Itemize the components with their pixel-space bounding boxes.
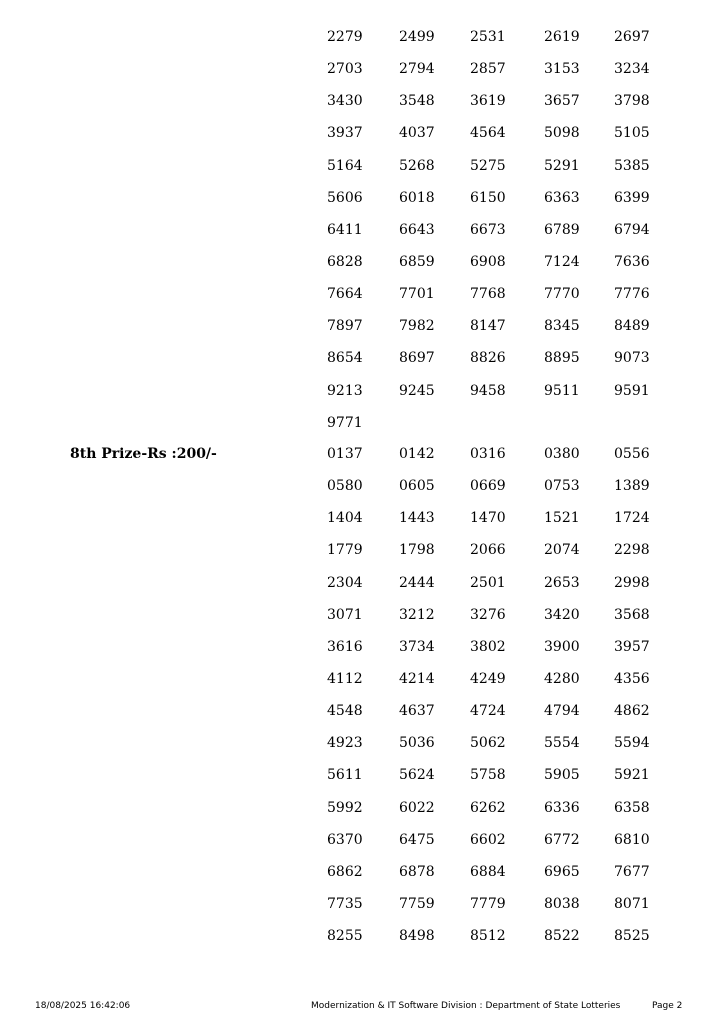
- number-row: [327, 856, 667, 888]
- lottery-number: 2703: [327, 61, 363, 78]
- lottery-number: 3430: [327, 93, 363, 110]
- continued-numbers-grid: [327, 21, 667, 439]
- lottery-number: 6262: [470, 799, 506, 816]
- lottery-number: 4280: [544, 670, 580, 687]
- lottery-number: 6673: [470, 221, 506, 238]
- lottery-number: 5606: [327, 189, 363, 206]
- lottery-number: 6862: [327, 863, 363, 880]
- lottery-number: 5758: [470, 767, 506, 784]
- number-row: [327, 53, 667, 85]
- lottery-number: 6363: [544, 189, 580, 206]
- lottery-number: 5992: [327, 799, 363, 816]
- lottery-number: 8697: [399, 350, 435, 367]
- lottery-number: 8489: [614, 318, 650, 335]
- number-row: [327, 246, 667, 278]
- lottery-number: 9245: [399, 382, 435, 399]
- lottery-number: 1521: [544, 510, 580, 527]
- lottery-number: 6908: [470, 253, 506, 270]
- footer-page-number: Page 2: [652, 1001, 683, 1011]
- number-row: [327, 920, 667, 952]
- lottery-number: 5905: [544, 767, 580, 784]
- lottery-number: 2304: [327, 574, 363, 591]
- lottery-number: 2501: [470, 574, 506, 591]
- lottery-number: 5164: [327, 157, 363, 174]
- lottery-number: 3071: [327, 606, 363, 623]
- lottery-number: 5268: [399, 157, 435, 174]
- lottery-number: 0316: [470, 446, 506, 462]
- lottery-number: 6878: [399, 863, 435, 880]
- number-row: [327, 214, 667, 246]
- lottery-number: 8345: [544, 318, 580, 335]
- number-row: [327, 117, 667, 149]
- lottery-number: 8255: [327, 928, 363, 945]
- lottery-number: 3276: [470, 606, 506, 623]
- number-row: [327, 534, 667, 566]
- number-row: [327, 438, 667, 470]
- lottery-number: 4637: [399, 703, 435, 720]
- lottery-number: 3798: [614, 93, 650, 110]
- lottery-number: 6859: [399, 253, 435, 270]
- lottery-number: 5062: [470, 735, 506, 752]
- lottery-number: 3619: [470, 93, 506, 110]
- lottery-number: 4249: [470, 670, 506, 687]
- lottery-number: 1724: [614, 510, 650, 527]
- lottery-number: 1404: [327, 510, 363, 527]
- number-row: [327, 695, 667, 727]
- lottery-number: 8512: [470, 928, 506, 945]
- lottery-number: 5385: [614, 157, 650, 174]
- number-row: [327, 342, 667, 374]
- number-row: [327, 567, 667, 599]
- lottery-number: 2697: [614, 29, 650, 45]
- lottery-number: 7759: [399, 895, 435, 912]
- lottery-number: 2653: [544, 574, 580, 591]
- lottery-number: 6399: [614, 189, 650, 206]
- lottery-number: 6336: [544, 799, 580, 816]
- lottery-number: 6411: [327, 221, 363, 238]
- lottery-number: 9771: [327, 414, 363, 431]
- lottery-number: 8038: [544, 895, 580, 912]
- lottery-number: 3616: [327, 638, 363, 655]
- lottery-number: 5554: [544, 735, 580, 752]
- lottery-number: 4112: [327, 670, 363, 687]
- lottery-number: 8522: [544, 928, 580, 945]
- lottery-number: 8498: [399, 928, 435, 945]
- lottery-number: 6772: [544, 831, 580, 848]
- lottery-number: 6370: [327, 831, 363, 848]
- lottery-number: 4548: [327, 703, 363, 720]
- lottery-number: 5291: [544, 157, 580, 174]
- lottery-number: 7124: [544, 253, 580, 270]
- eighth-prize-numbers-grid: [327, 438, 667, 952]
- lottery-number: 3657: [544, 93, 580, 110]
- lottery-number: 7677: [614, 863, 650, 880]
- lottery-number: 5275: [470, 157, 506, 174]
- lottery-number: 3234: [614, 61, 650, 78]
- lottery-number: 3802: [470, 638, 506, 655]
- number-row: [327, 792, 667, 824]
- lottery-number: 1389: [614, 478, 650, 495]
- lottery-number: 3957: [614, 638, 650, 655]
- lottery-number: 7770: [544, 286, 580, 303]
- lottery-number: 5624: [399, 767, 435, 784]
- number-row: [327, 631, 667, 663]
- lottery-number: 7982: [399, 318, 435, 335]
- number-row: [327, 888, 667, 920]
- lottery-number: 7701: [399, 286, 435, 303]
- lottery-number: 6022: [399, 799, 435, 816]
- lottery-number: 3548: [399, 93, 435, 110]
- lottery-number: 2794: [399, 61, 435, 78]
- number-row: [327, 21, 667, 53]
- lottery-number: 2998: [614, 574, 650, 591]
- lottery-number: 6602: [470, 831, 506, 848]
- lottery-number: 5594: [614, 735, 650, 752]
- lottery-number: 6358: [614, 799, 650, 816]
- footer-division-text: Modernization & IT Software Division : Department of State Lotteries: [311, 1001, 621, 1011]
- lottery-number: 8654: [327, 350, 363, 367]
- lottery-number: 3734: [399, 638, 435, 655]
- lottery-number: 9511: [544, 382, 580, 399]
- lottery-number: 7768: [470, 286, 506, 303]
- lottery-number: 6789: [544, 221, 580, 238]
- lottery-number: 5098: [544, 125, 580, 142]
- lottery-number: 2531: [470, 29, 506, 45]
- lottery-number: 2298: [614, 542, 650, 559]
- number-row: [327, 407, 667, 439]
- lottery-number: 7664: [327, 286, 363, 303]
- lottery-number: 4923: [327, 735, 363, 752]
- lottery-number: 0380: [544, 446, 580, 462]
- number-row: [327, 727, 667, 759]
- lottery-number: 5036: [399, 735, 435, 752]
- lottery-number: 9213: [327, 382, 363, 399]
- lottery-number: 5611: [327, 767, 363, 784]
- lottery-number: 7776: [614, 286, 650, 303]
- lottery-number: 8826: [470, 350, 506, 367]
- lottery-number: 4862: [614, 703, 650, 720]
- number-row: [327, 824, 667, 856]
- lottery-number: 3212: [399, 606, 435, 623]
- lottery-number: 0137: [327, 446, 363, 462]
- number-row: [327, 759, 667, 791]
- lottery-number: 6018: [399, 189, 435, 206]
- lottery-number: 8071: [614, 895, 650, 912]
- number-row: [327, 375, 667, 407]
- lottery-number: 2444: [399, 574, 435, 591]
- lottery-number: 7735: [327, 895, 363, 912]
- number-row: [327, 663, 667, 695]
- lottery-number: 4794: [544, 703, 580, 720]
- lottery-number: 6150: [470, 189, 506, 206]
- lottery-number: 5921: [614, 767, 650, 784]
- lottery-number: 4564: [470, 125, 506, 142]
- lottery-number: 9073: [614, 350, 650, 367]
- number-row: [327, 278, 667, 310]
- lottery-number: 9458: [470, 382, 506, 399]
- number-row: [327, 470, 667, 502]
- lottery-number: 6794: [614, 221, 650, 238]
- number-row: [327, 182, 667, 214]
- lottery-number: 3568: [614, 606, 650, 623]
- lottery-number: 2074: [544, 542, 580, 559]
- number-row: [327, 85, 667, 117]
- lottery-number: 0669: [470, 478, 506, 495]
- lottery-number: 3153: [544, 61, 580, 78]
- lottery-number: 5105: [614, 125, 650, 142]
- lottery-number: 2857: [470, 61, 506, 78]
- lottery-number: 6828: [327, 253, 363, 270]
- lottery-number: 6475: [399, 831, 435, 848]
- lottery-number: 7779: [470, 895, 506, 912]
- lottery-number: 3937: [327, 125, 363, 142]
- lottery-number: 2619: [544, 29, 580, 45]
- lottery-number: 3900: [544, 638, 580, 655]
- lottery-number: 0580: [327, 478, 363, 495]
- lottery-number: 4037: [399, 125, 435, 142]
- lottery-number: 1470: [470, 510, 506, 527]
- number-row: [327, 150, 667, 182]
- footer-datetime: 18/08/2025 16:42:06: [35, 1001, 131, 1011]
- lottery-number: 4214: [399, 670, 435, 687]
- lottery-number: 1443: [399, 510, 435, 527]
- lottery-number: 0605: [399, 478, 435, 495]
- lottery-number: 1798: [399, 542, 435, 559]
- lottery-number: 4724: [470, 703, 506, 720]
- lottery-number: 4356: [614, 670, 650, 687]
- lottery-number: 2499: [399, 29, 435, 45]
- lottery-number: 9591: [614, 382, 650, 399]
- lottery-number: 8525: [614, 928, 650, 945]
- lottery-number: 0556: [614, 446, 650, 462]
- lottery-number: 7897: [327, 318, 363, 335]
- lottery-number: 8147: [470, 318, 506, 335]
- number-row: [327, 502, 667, 534]
- lottery-number: 3420: [544, 606, 580, 623]
- eighth-prize-title: 8th Prize-Rs :200/-: [70, 446, 217, 462]
- lottery-number: 6884: [470, 863, 506, 880]
- lottery-number: 7636: [614, 253, 650, 270]
- lottery-number: 8895: [544, 350, 580, 367]
- lottery-number: 6965: [544, 863, 580, 880]
- lottery-number: 1779: [327, 542, 363, 559]
- number-row: [327, 310, 667, 342]
- lottery-number: 0753: [544, 478, 580, 495]
- lottery-number: 6643: [399, 221, 435, 238]
- lottery-number: 2279: [327, 29, 363, 45]
- lottery-number: 0142: [399, 446, 435, 462]
- lottery-number: 2066: [470, 542, 506, 559]
- lottery-number: 6810: [614, 831, 650, 848]
- number-row: [327, 599, 667, 631]
